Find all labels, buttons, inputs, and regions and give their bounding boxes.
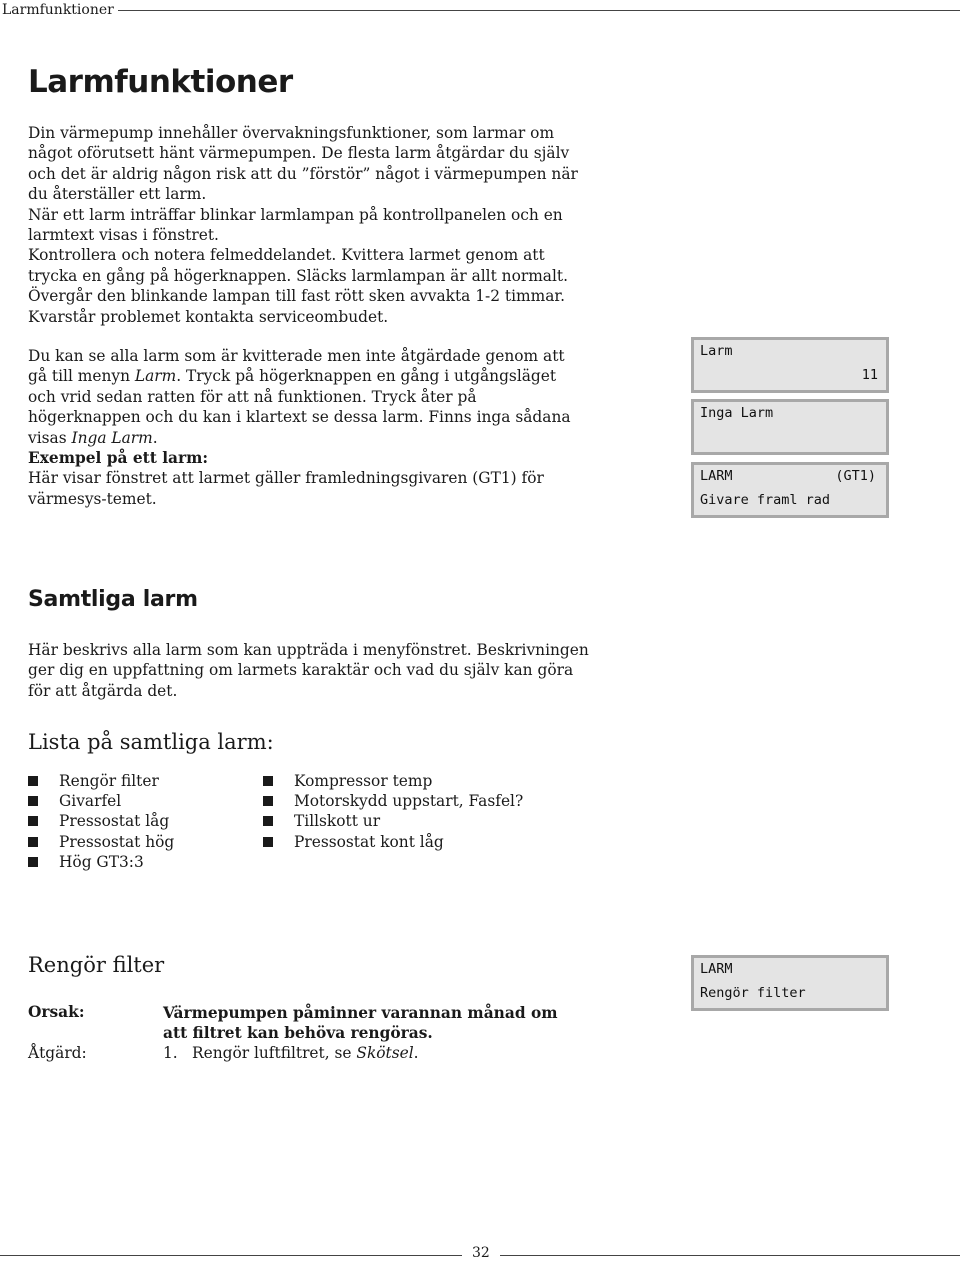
intro-text [28, 123, 588, 327]
list-item: Kompressor temp [263, 771, 583, 791]
display-line-1-left: LARM [700, 468, 733, 484]
list-item: Rengör filter [28, 771, 248, 791]
lista-heading: Lista på samtliga larm: [28, 730, 274, 754]
list-item: Pressostat låg [28, 811, 248, 831]
example-heading: Exempel på ett larm: [28, 449, 209, 467]
display-line-1: Inga Larm [700, 405, 774, 421]
bullet-icon [263, 776, 273, 786]
display-line-1-right: (GT1) [835, 468, 876, 484]
list-item: Givarfel [28, 791, 248, 811]
bullet-icon [28, 796, 38, 806]
orsak-text: Värmepumpen påminner varannan månad om att filtret kan behöva rengöras. [163, 1004, 558, 1043]
alarm-list-column-1 [28, 771, 248, 872]
header-rule [118, 10, 960, 11]
display-example-alarm [691, 462, 889, 518]
bullet-icon [263, 837, 273, 847]
samtliga-heading: Samtliga larm [28, 587, 198, 612]
intro-paragraph-3: Kontrollera och notera felmeddelandet. Kvittera larmet genom att trycka en gång på högerknappen. Släcks larmlampan är allt normalt. Övergår den blinkande lampan till fast rött sken avvakta 1-2 timmar. Kvarstår problemet kontakta serviceombudet. [28, 246, 568, 326]
intro-paragraph-1: Din värmepump innehåller övervakningsfunktioner, som larmar om något oförutsett hänt värmepumpen. De flesta larm åtgärdar du själv och det är aldrig någon risk att du ”förstör” något i värmepumpen när du återställer ett larm. [28, 124, 578, 204]
page-title: Larmfunktioner [28, 64, 293, 100]
menu-ref-larm: Larm [134, 367, 177, 386]
display-line-1: LARM [700, 961, 733, 977]
example-text: Här visar fönstret att larmet gäller framledningsgivaren (GT1) för värmesys-temet. [28, 469, 544, 508]
running-header: Larmfunktioner [2, 2, 114, 18]
display-line-2: Rengör filter [700, 985, 806, 1001]
bullet-icon [28, 857, 38, 867]
alarm-list-column-2 [263, 771, 583, 852]
display-rengor-filter [691, 955, 889, 1011]
atgard-number: 1. [163, 1044, 178, 1062]
display-line-1: Larm [700, 343, 733, 359]
bullet-icon [28, 776, 38, 786]
footer-rule-right [500, 1255, 960, 1256]
display-line-2: 11 [861, 367, 878, 383]
samtliga-text: Här beskrivs alla larm som kan uppträda i menyfönstret. Beskrivningen ger dig en uppfattning om larmets karaktär och vad du själv kan göra för att åtgärda det. [28, 641, 589, 700]
list-item: Pressostat hög [28, 832, 248, 852]
menu-ref-inga-larm: Inga Larm [71, 428, 153, 447]
list-item: Pressostat kont låg [263, 832, 583, 852]
orsak-label: Orsak: [28, 1003, 85, 1021]
intro-paragraph-2: När ett larm inträffar blinkar larmlampan på kontrollpanelen och en larmtext visas i fönstret. [28, 205, 563, 245]
bullet-icon [28, 837, 38, 847]
example-section [28, 448, 588, 509]
list-item: Tillskott ur [263, 811, 583, 831]
atgard-text: Rengör luftfiltret, se Skötsel. [192, 1044, 419, 1062]
display-line-2: Givare framl rad [700, 492, 831, 508]
footer-rule-left [0, 1255, 462, 1256]
skotsel-ref: Skötsel [356, 1044, 414, 1062]
menu-paragraph: Du kan se alla larm som är kvitterade men inte åtgärdade genom att gå till menyn Larm. Tryck på högerknappen en gång i utgångsläget och vrid sedan ratten för att nå funktionen. Tryck åter på högerknappen och du kan i klartext se dessa larm. Finns inga sådana visas Inga Larm. [28, 347, 571, 447]
display-larm-menu [691, 337, 889, 393]
rengor-heading: Rengör filter [28, 953, 165, 977]
bullet-icon [263, 816, 273, 826]
atgard-label: Åtgärd: [28, 1044, 87, 1062]
list-item: Motorskydd uppstart, Fasfel? [263, 791, 583, 811]
display-inga-larm [691, 399, 889, 455]
page-number: 32 [472, 1245, 490, 1261]
bullet-icon [28, 816, 38, 826]
bullet-icon [263, 796, 273, 806]
list-item: Hög GT3:3 [28, 852, 248, 872]
